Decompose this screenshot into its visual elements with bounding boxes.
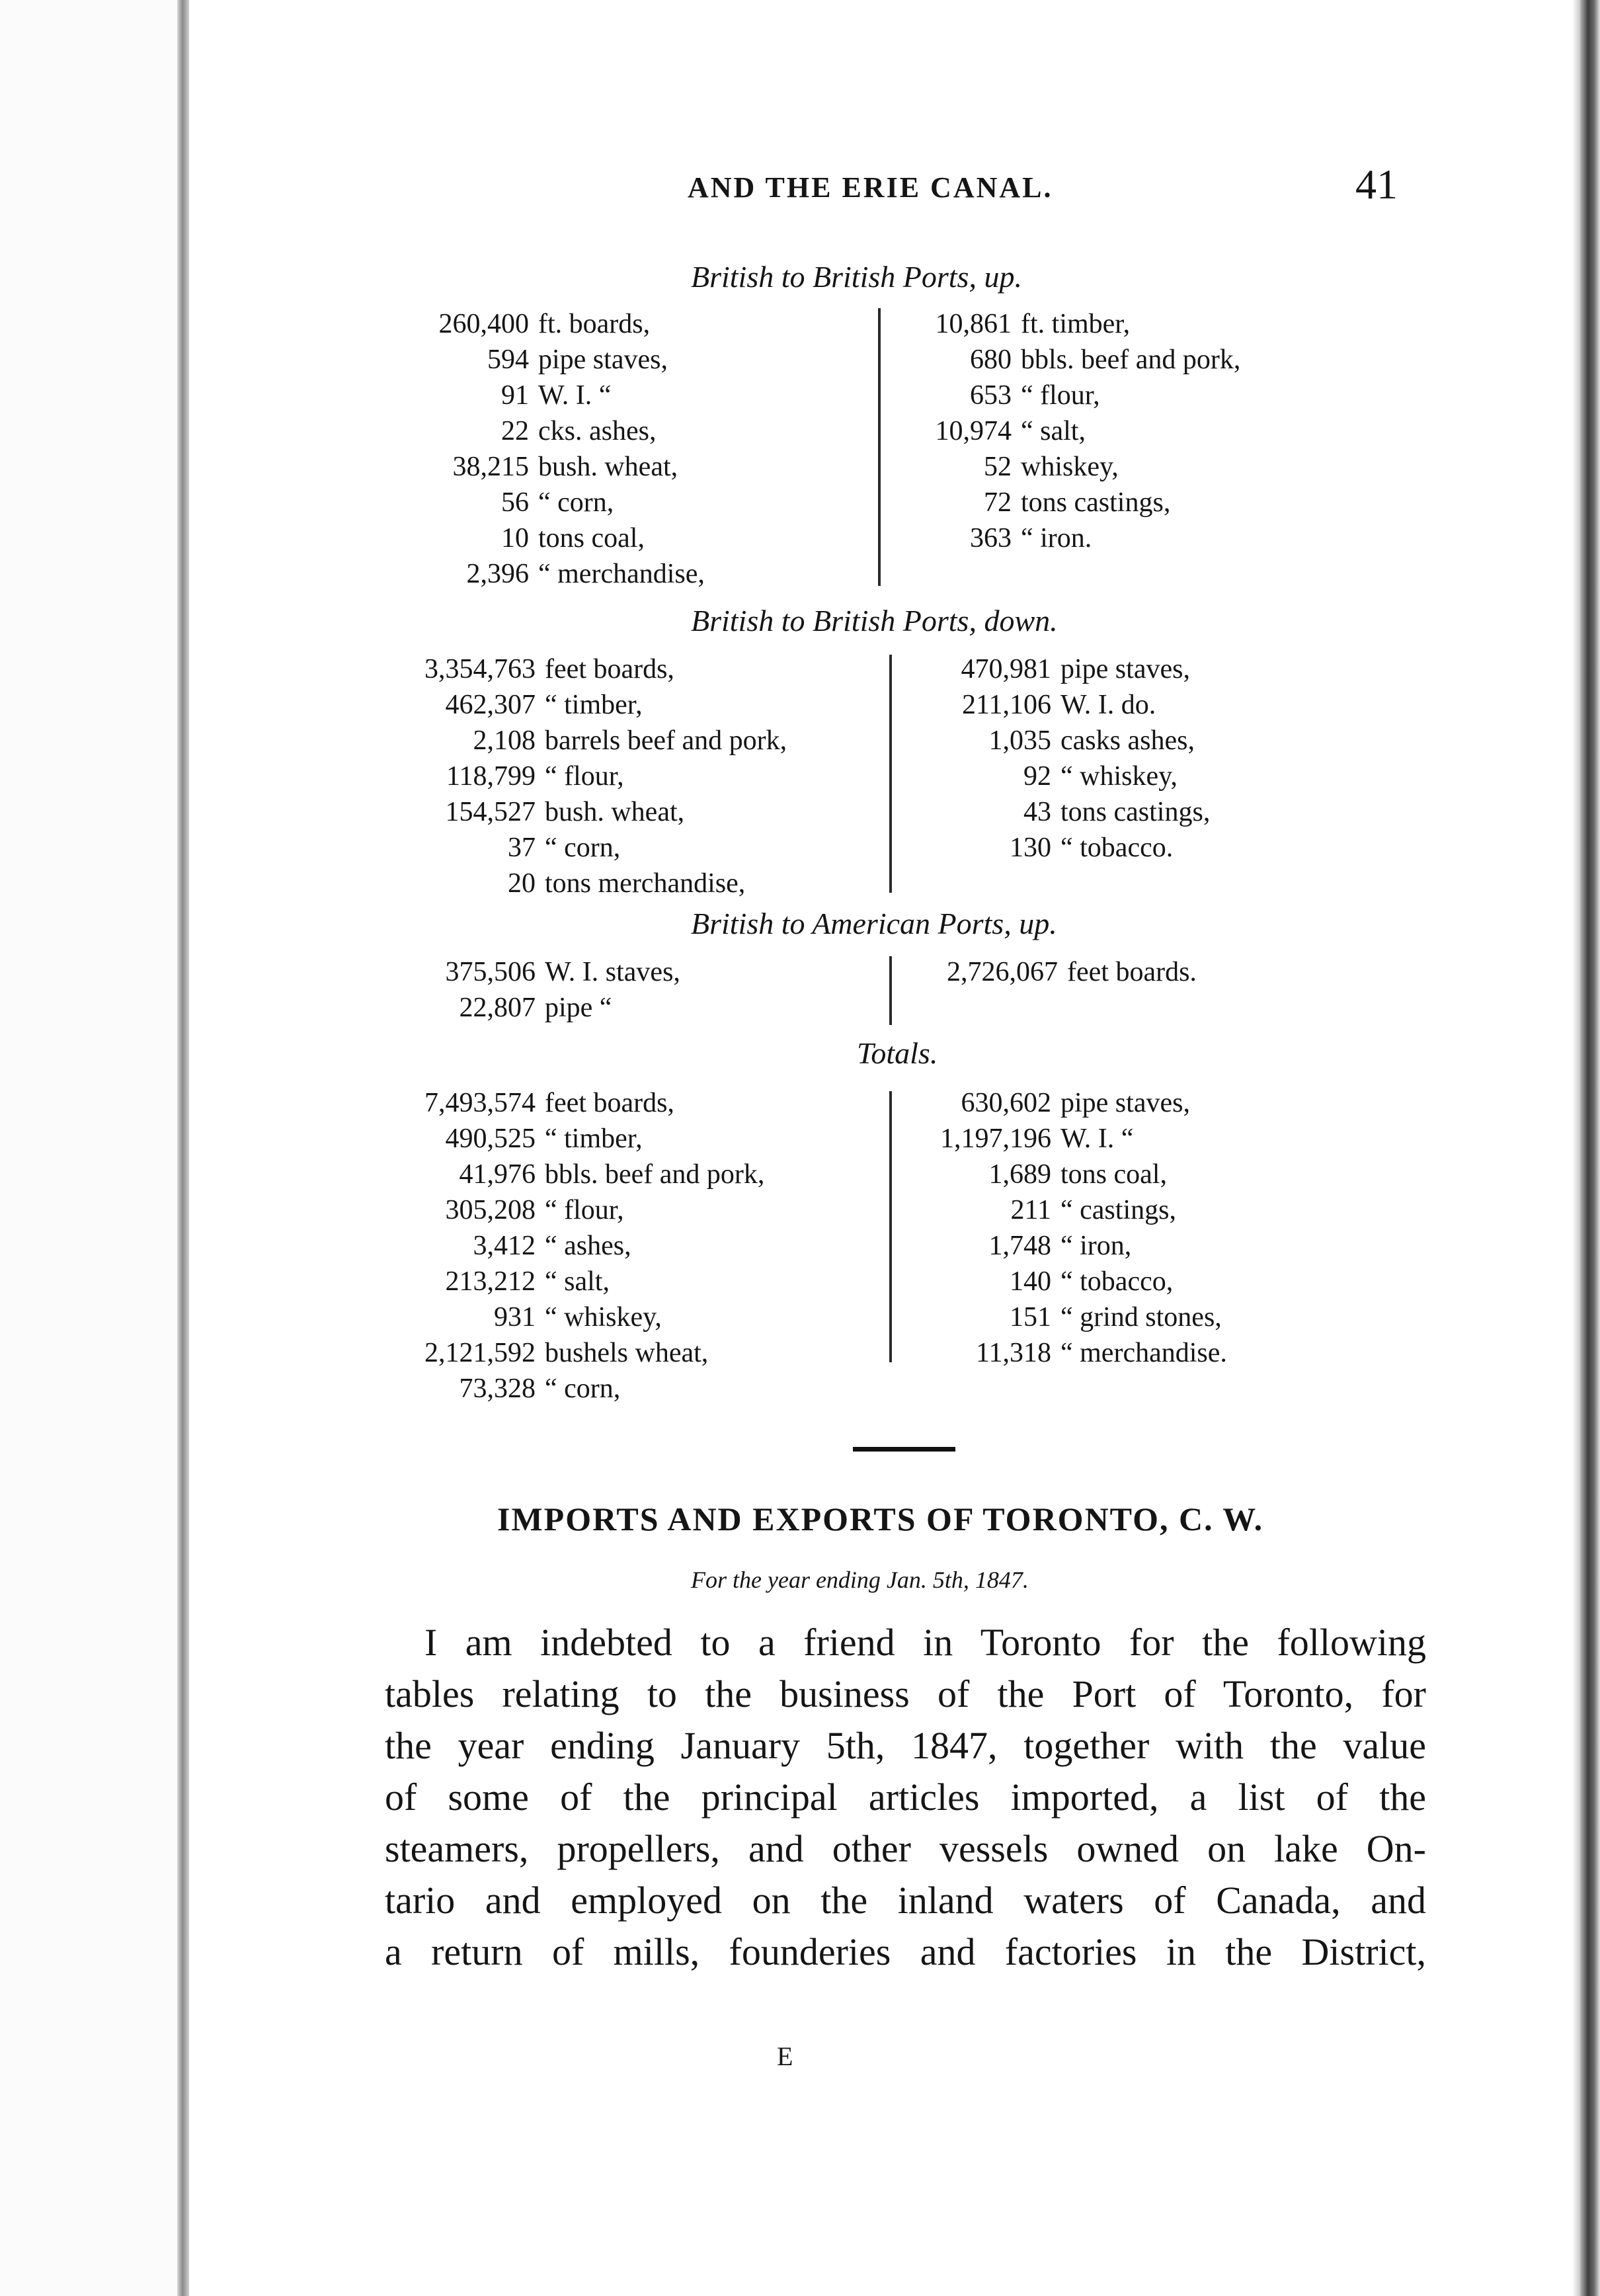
- table-row: [899, 1087, 1402, 1123]
- table-row: [357, 1266, 886, 1301]
- commodity-description: “ timber,: [545, 690, 643, 720]
- section-title: British to British Ports, up.: [691, 260, 1022, 294]
- quantity-value: 653: [970, 380, 1012, 411]
- table-row: [899, 689, 1375, 725]
- table-row: [357, 522, 820, 558]
- commodity-description: feet boards,: [545, 1088, 674, 1118]
- quantity-value: 260,400: [438, 309, 529, 339]
- paragraph-line: steamers, propellers, and other vessels owned on lake On-: [385, 1827, 1426, 1870]
- page-edge-shadow: [1572, 0, 1580, 2296]
- quantity-value: 72: [984, 487, 1012, 518]
- commodity-description: cks. ashes,: [538, 416, 657, 446]
- quantity-value: 211: [1010, 1195, 1051, 1225]
- commodity-description: bushels wheat,: [545, 1338, 709, 1368]
- column-divider: [889, 956, 892, 1025]
- table-row: [357, 832, 886, 868]
- quantity-value: 680: [970, 345, 1012, 375]
- table-row: [357, 451, 820, 487]
- commodity-description: casks ashes,: [1060, 725, 1195, 756]
- table-row: [357, 956, 886, 992]
- quantity-value: 3,412: [473, 1231, 536, 1261]
- table-row: [357, 308, 820, 344]
- table-row: [886, 522, 1362, 558]
- paragraph-line: I am indebted to a friend in Toronto for the following: [424, 1621, 1426, 1664]
- commodity-description: feet boards.: [1067, 957, 1197, 987]
- table-row: [899, 653, 1375, 689]
- commodity-description: “ castings,: [1060, 1195, 1176, 1225]
- table-row: [899, 1301, 1402, 1337]
- table-row: [899, 956, 1375, 992]
- commodity-description: bbls. beef and pork,: [1021, 345, 1241, 375]
- quantity-value: 1,035: [988, 725, 1051, 756]
- section-title: Totals.: [857, 1036, 938, 1070]
- commodity-description: “ grind stones,: [1060, 1302, 1222, 1332]
- table-row: [357, 344, 820, 380]
- quantity-value: 2,121,592: [424, 1338, 536, 1368]
- quantity-value: 10,861: [935, 309, 1012, 339]
- commodity-description: “ merchandise,: [538, 559, 705, 589]
- quantity-value: 91: [501, 380, 529, 411]
- commodity-description: W. I. do.: [1060, 690, 1156, 720]
- quantity-value: 73,328: [459, 1374, 536, 1404]
- commodity-description: “ whiskey,: [1060, 761, 1178, 792]
- article-heading: IMPORTS AND EXPORTS OF TORONTO, C. W.: [497, 1500, 1264, 1538]
- quantity-value: 118,799: [446, 761, 536, 792]
- commodity-description: “ salt,: [1021, 416, 1086, 446]
- quantity-value: 211,106: [962, 690, 1051, 720]
- quantity-value: 154,527: [445, 797, 536, 827]
- table-row: [357, 796, 886, 832]
- commodity-description: tons merchandise,: [545, 868, 746, 899]
- table-row: [357, 1230, 886, 1266]
- table-row: [357, 415, 820, 451]
- table-row: [886, 308, 1362, 344]
- table-row: [357, 1301, 886, 1337]
- quantity-value: 1,748: [988, 1231, 1051, 1261]
- section-left-column: [357, 308, 820, 594]
- section-right-column: [899, 1087, 1402, 1373]
- quantity-value: 10,974: [935, 416, 1012, 446]
- column-divider: [889, 655, 892, 893]
- section-right-column: [899, 653, 1375, 868]
- table-row: [357, 1337, 886, 1373]
- quantity-value: 630,602: [961, 1088, 1051, 1118]
- quantity-value: 462,307: [445, 690, 536, 720]
- table-row: [357, 558, 820, 594]
- section-title: British to American Ports, up.: [691, 907, 1057, 940]
- table-row: [357, 1373, 886, 1409]
- section-right-column: [886, 308, 1362, 558]
- paragraph-line: a return of mills, founderies and factories in the District,: [385, 1930, 1426, 1973]
- section-left-column: [357, 1087, 886, 1409]
- quantity-value: 594: [487, 345, 529, 375]
- commodity-description: pipe “: [545, 993, 612, 1023]
- quantity-value: 2,108: [473, 725, 536, 756]
- page-gutter-edge: [177, 0, 189, 2296]
- section-title: British to British Ports, down.: [691, 604, 1058, 637]
- table-row: [357, 689, 886, 725]
- commodity-description: “ corn,: [545, 833, 621, 863]
- signature-mark: E: [777, 2041, 793, 2071]
- section-left-column: [357, 653, 886, 903]
- commodity-description: “ flour,: [545, 761, 624, 792]
- commodity-description: bush. wheat,: [538, 452, 678, 482]
- column-divider: [889, 1091, 892, 1362]
- commodity-description: barrels beef and pork,: [545, 725, 787, 756]
- commodity-description: tons castings,: [1021, 487, 1171, 518]
- commodity-description: “ flour,: [1021, 380, 1100, 411]
- commodity-description: “ timber,: [545, 1124, 643, 1154]
- commodity-description: “ whiskey,: [545, 1302, 662, 1332]
- quantity-value: 375,506: [445, 957, 536, 987]
- table-row: [899, 725, 1375, 760]
- commodity-description: pipe staves,: [538, 345, 668, 375]
- table-row: [357, 1087, 886, 1123]
- commodity-description: ft. timber,: [1021, 309, 1131, 339]
- quantity-value: 1,197,196: [940, 1124, 1051, 1154]
- quantity-value: 11,318: [976, 1338, 1051, 1368]
- commodity-description: “ salt,: [545, 1266, 610, 1297]
- commodity-description: “ corn,: [538, 487, 614, 518]
- quantity-value: 2,726,067: [947, 957, 1058, 987]
- paragraph-line: tario and employed on the inland waters of Canada, and: [385, 1879, 1426, 1922]
- commodity-description: W. I. “: [1060, 1124, 1134, 1154]
- body-paragraph: [385, 1620, 1426, 1981]
- commodity-description: “ ashes,: [545, 1231, 631, 1261]
- table-row: [357, 1194, 886, 1230]
- quantity-value: 490,525: [445, 1124, 536, 1154]
- running-head: AND THE ERIE CANAL.: [688, 171, 1053, 204]
- commodity-description: “ iron.: [1021, 523, 1092, 554]
- quantity-value: 140: [1010, 1266, 1051, 1297]
- commodity-description: feet boards,: [545, 654, 674, 684]
- table-row: [357, 653, 886, 689]
- quantity-value: 41,976: [459, 1159, 536, 1190]
- table-row: [357, 487, 820, 522]
- commodity-description: “ tobacco,: [1060, 1266, 1174, 1297]
- commodity-description: “ flour,: [545, 1195, 624, 1225]
- quantity-value: 52: [984, 452, 1012, 482]
- quantity-value: 363: [970, 523, 1012, 554]
- table-row: [357, 760, 886, 796]
- table-row: [899, 832, 1375, 868]
- quantity-value: 20: [508, 868, 536, 899]
- table-row: [899, 1230, 1402, 1266]
- quantity-value: 10: [501, 523, 529, 554]
- article-subheading: For the year ending Jan. 5th, 1847.: [691, 1567, 1029, 1593]
- section-left-column: [357, 956, 886, 1028]
- quantity-value: 43: [1023, 797, 1051, 827]
- table-row: [899, 1159, 1402, 1194]
- quantity-value: 56: [501, 487, 529, 518]
- quantity-value: 22: [501, 416, 529, 446]
- paragraph-line: the year ending January 5th, 1847, together with the value: [385, 1724, 1426, 1767]
- quantity-value: 213,212: [445, 1266, 536, 1297]
- table-row: [357, 725, 886, 760]
- page-edge-right: [1580, 0, 1600, 2296]
- quantity-value: 130: [1010, 833, 1051, 863]
- page-number: 41: [1355, 161, 1398, 208]
- table-row: [899, 796, 1375, 832]
- table-row: [357, 380, 820, 415]
- commodity-description: W. I. staves,: [545, 957, 680, 987]
- table-row: [357, 1123, 886, 1159]
- quantity-value: 470,981: [961, 654, 1051, 684]
- commodity-description: “ iron,: [1060, 1231, 1132, 1261]
- table-row: [357, 868, 886, 903]
- table-row: [886, 415, 1362, 451]
- commodity-description: W. I. “: [538, 380, 612, 411]
- table-row: [357, 1159, 886, 1194]
- commodity-description: “ tobacco.: [1060, 833, 1174, 863]
- quantity-value: 1,689: [988, 1159, 1051, 1190]
- commodity-description: bbls. beef and pork,: [545, 1159, 765, 1190]
- commodity-description: whiskey,: [1021, 452, 1119, 482]
- commodity-description: “ merchandise.: [1060, 1338, 1227, 1368]
- scan-margin-left: [0, 0, 177, 2296]
- quantity-value: 2,396: [466, 559, 529, 589]
- quantity-value: 92: [1023, 761, 1051, 792]
- quantity-value: 38,215: [452, 452, 529, 482]
- table-row: [886, 344, 1362, 380]
- table-row: [886, 487, 1362, 522]
- paragraph-line: tables relating to the business of the Port of Toronto, for: [385, 1672, 1426, 1715]
- commodity-description: “ corn,: [545, 1374, 621, 1404]
- quantity-value: 37: [508, 833, 536, 863]
- table-row: [899, 1194, 1402, 1230]
- paragraph-line: of some of the principal articles imported, a list of the: [385, 1776, 1426, 1819]
- commodity-description: pipe staves,: [1060, 654, 1190, 684]
- table-row: [886, 380, 1362, 415]
- section-rule: [853, 1447, 955, 1452]
- commodity-description: tons coal,: [1060, 1159, 1167, 1190]
- commodity-description: tons coal,: [538, 523, 645, 554]
- table-row: [899, 1266, 1402, 1301]
- quantity-value: 151: [1010, 1302, 1051, 1332]
- commodity-description: bush. wheat,: [545, 797, 685, 827]
- quantity-value: 3,354,763: [424, 654, 536, 684]
- commodity-description: pipe staves,: [1060, 1088, 1190, 1118]
- section-right-column: [899, 956, 1375, 992]
- quantity-value: 7,493,574: [424, 1088, 536, 1118]
- table-row: [899, 1123, 1402, 1159]
- table-row: [899, 1337, 1402, 1373]
- quantity-value: 931: [494, 1302, 536, 1332]
- quantity-value: 22,807: [459, 993, 536, 1023]
- table-row: [899, 760, 1375, 796]
- quantity-value: 305,208: [445, 1195, 536, 1225]
- table-row: [886, 451, 1362, 487]
- table-row: [357, 992, 886, 1028]
- column-divider: [878, 308, 881, 586]
- commodity-description: ft. boards,: [538, 309, 651, 339]
- commodity-description: tons castings,: [1060, 797, 1211, 827]
